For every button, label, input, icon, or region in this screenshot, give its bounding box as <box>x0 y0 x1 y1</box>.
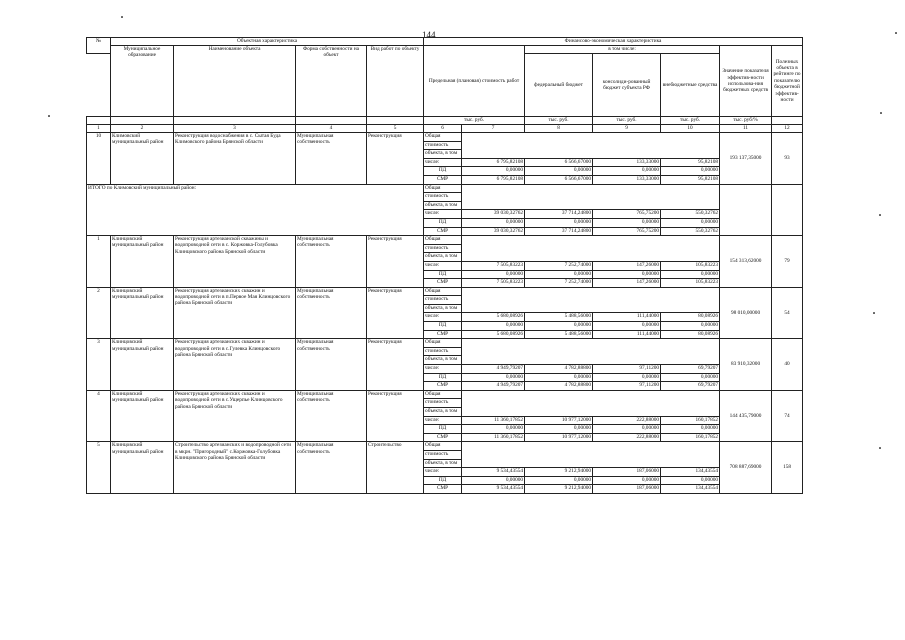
table-row <box>87 390 803 399</box>
total-value: 37 714,24800 <box>525 210 593 219</box>
smr-value: 147,26000 <box>593 279 661 288</box>
pd-value: 0,00000 <box>661 476 720 485</box>
smr-value: 9 212,94000 <box>525 485 593 494</box>
smr-value: 5 488,56000 <box>525 330 593 339</box>
total-value: 147,26000 <box>593 261 661 270</box>
total-value: 187,06000 <box>593 468 661 477</box>
total-cost-label: объекта, в том <box>424 150 462 159</box>
total-value: 39 030,32762 <box>462 210 525 219</box>
efficiency-value: 83 910,32000 <box>720 339 772 391</box>
total-cost-label: стоимость <box>424 450 462 459</box>
total-value: 6 795,82108 <box>462 158 525 167</box>
col-object-name: Наименование объекта <box>174 46 296 117</box>
smr-value: 134,43554 <box>661 485 720 494</box>
smr-value: 10 977,12000 <box>525 433 593 442</box>
rank-value: 93 <box>772 133 803 185</box>
pd-value: 0,00000 <box>525 373 593 382</box>
pd-label: ПД <box>424 425 462 434</box>
blank-cell <box>462 150 720 159</box>
total-cost-label: Общая <box>424 133 462 142</box>
pd-value: 0,00000 <box>593 425 661 434</box>
pd-value: 0,00000 <box>462 218 525 227</box>
finance-group-heading: Финансово-экономическая характеристика <box>424 38 803 46</box>
pd-value: 0,00000 <box>525 476 593 485</box>
unit-federal: тыс. руб. <box>525 117 593 125</box>
blank-cell <box>462 296 720 305</box>
smr-label: СМР <box>424 279 462 288</box>
pd-label: ПД <box>424 373 462 382</box>
smr-value: 37 714,24800 <box>525 227 593 236</box>
ownership-form: Муниципальная собственность <box>296 236 367 288</box>
page-number: 144 <box>422 30 436 40</box>
smr-value: 4 782,88800 <box>525 382 593 391</box>
total-value: 5 488,56000 <box>525 313 593 322</box>
blank-cell <box>462 408 720 417</box>
col-index: 6 <box>424 125 462 133</box>
total-cost-label: объекта, в том <box>424 253 462 262</box>
total-value: 11 360,17852 <box>462 416 525 425</box>
col-no: № <box>87 38 111 54</box>
work-type: Реконструкция <box>367 287 424 339</box>
total-value: 9 534,43554 <box>462 468 525 477</box>
object-name: Строительство артезианских и водопроводной сети в мкрн. "Пригородный" с.Коржовка-Голубовка Клинцовского района Брянской области <box>174 442 296 494</box>
pd-value: 0,00000 <box>661 373 720 382</box>
table-row <box>87 339 803 348</box>
row-number: 10 <box>87 133 111 185</box>
incl-heading: в том числе: <box>525 46 720 54</box>
smr-value: 765,75200 <box>593 227 661 236</box>
total-cost-label: объекта, в том <box>424 356 462 365</box>
smr-label: СМР <box>424 433 462 442</box>
col-efficiency: Значение показателя эффектив-ности использова-ния бюджетных средств <box>720 46 772 117</box>
col-index: 11 <box>720 125 772 133</box>
smr-value: 7 252,74000 <box>525 279 593 288</box>
col-offbudget: внебюджетные средства <box>661 54 720 117</box>
smr-value: 187,06000 <box>593 485 661 494</box>
pd-value: 0,00000 <box>525 270 593 279</box>
pd-value: 0,00000 <box>462 476 525 485</box>
row-number: 5 <box>87 442 111 494</box>
municipality-name: Клинцовский муниципальный район <box>111 339 174 391</box>
col-index: 2 <box>111 125 174 133</box>
pd-value: 0,00000 <box>525 218 593 227</box>
unit-consolidated: тыс. руб. <box>593 117 661 125</box>
blank-cell <box>462 390 720 399</box>
work-type: Реконструкция <box>367 236 424 288</box>
col-index: 9 <box>593 125 661 133</box>
col-index: 3 <box>174 125 296 133</box>
total-value: 4 782,88800 <box>525 365 593 374</box>
total-cost-label: числе: <box>424 313 462 322</box>
pd-label: ПД <box>424 322 462 331</box>
ownership-form: Муниципальная собственность <box>296 339 367 391</box>
row-number: 1 <box>87 236 111 288</box>
total-value: 222,88000 <box>593 416 661 425</box>
total-value: 550,32762 <box>661 210 720 219</box>
efficiency-value <box>720 184 772 236</box>
total-value: 765,75200 <box>593 210 661 219</box>
pd-value: 0,00000 <box>661 322 720 331</box>
pd-value: 0,00000 <box>525 167 593 176</box>
total-value: 160,17852 <box>661 416 720 425</box>
total-cost-label: Общая <box>424 184 462 193</box>
ownership-form: Муниципальная собственность <box>296 390 367 442</box>
rank-value: 74 <box>772 390 803 442</box>
table-row <box>87 133 803 142</box>
district-total-label: ИТОГО по Климовский муниципальный район: <box>87 184 424 236</box>
pd-value: 0,00000 <box>525 322 593 331</box>
blank-cell <box>462 244 720 253</box>
work-type: Реконструкция <box>367 133 424 185</box>
unit-efficiency: тыс. руб/% <box>720 117 772 125</box>
smr-label: СМР <box>424 382 462 391</box>
pd-value: 0,00000 <box>593 476 661 485</box>
blank-cell <box>462 236 720 245</box>
smr-value: 4 949,79207 <box>462 382 525 391</box>
smr-value: 7 505,83223 <box>462 279 525 288</box>
blank-cell <box>462 399 720 408</box>
blank-cell <box>462 133 720 142</box>
blank-cell <box>462 347 720 356</box>
smr-value: 95,82108 <box>661 175 720 184</box>
total-cost-label: Общая <box>424 287 462 296</box>
smr-value: 105,83223 <box>661 279 720 288</box>
smr-value: 11 360,17852 <box>462 433 525 442</box>
col-index: 1 <box>87 125 111 133</box>
col-cost: Предельная (плановая) стоимость работ <box>424 46 525 117</box>
municipality-name: Клинцовский муниципальный район <box>111 287 174 339</box>
municipality-name: Клинцовский муниципальный район <box>111 390 174 442</box>
pd-value: 0,00000 <box>661 425 720 434</box>
blank-cell <box>462 450 720 459</box>
total-value: 9 212,94000 <box>525 468 593 477</box>
pd-value: 0,00000 <box>661 270 720 279</box>
total-value: 80,08926 <box>661 313 720 322</box>
row-number: 4 <box>87 390 111 442</box>
table-body <box>87 133 803 494</box>
pd-value: 0,00000 <box>661 167 720 176</box>
rank-value: 79 <box>772 236 803 288</box>
smr-value: 9 534,43554 <box>462 485 525 494</box>
smr-value: 160,17852 <box>661 433 720 442</box>
smr-value: 222,88000 <box>593 433 661 442</box>
pd-value: 0,00000 <box>525 425 593 434</box>
pd-value: 0,00000 <box>661 218 720 227</box>
ownership-form: Муниципальная собственность <box>296 287 367 339</box>
total-value: 111,44000 <box>593 313 661 322</box>
total-cost-label: числе: <box>424 468 462 477</box>
municipality-name: Клинцовский муниципальный район <box>111 442 174 494</box>
blank-cell <box>462 184 720 193</box>
ownership-form: Муниципальная собственность <box>296 442 367 494</box>
pd-value: 0,00000 <box>462 167 525 176</box>
total-cost-label: стоимость <box>424 296 462 305</box>
efficiency-value: 708 887,69000 <box>720 442 772 494</box>
col-index: 7 <box>462 125 525 133</box>
total-cost-label: числе: <box>424 416 462 425</box>
total-cost-label: Общая <box>424 442 462 451</box>
smr-value: 550,32762 <box>661 227 720 236</box>
table-header <box>87 38 803 133</box>
row-number: 3 <box>87 339 111 391</box>
total-cost-label: числе: <box>424 261 462 270</box>
object-name: Реконструкция артезианских скважин и водопроводной сети в с.Гулевка Клинцовского района Брянской области <box>174 339 296 391</box>
table-row <box>87 442 803 451</box>
col-index: 12 <box>772 125 803 133</box>
col-index: 8 <box>525 125 593 133</box>
object-name: Реконструкция водоснабжения в с. Сытая Буда Климовского района Брянской области <box>174 133 296 185</box>
smr-value: 6 566,67000 <box>525 175 593 184</box>
work-type: Реконструкция <box>367 339 424 391</box>
smr-value: 97,11200 <box>593 382 661 391</box>
objects-group-heading: Объектная характеристика <box>111 38 424 46</box>
col-index: 10 <box>661 125 720 133</box>
total-value: 105,83223 <box>661 261 720 270</box>
pd-value: 0,00000 <box>462 425 525 434</box>
municipality-name: Клинцовский муниципальный район <box>111 236 174 288</box>
blank-cell <box>462 304 720 313</box>
total-cost-label: стоимость <box>424 399 462 408</box>
pd-label: ПД <box>424 476 462 485</box>
pd-value: 0,00000 <box>462 270 525 279</box>
total-value: 7 252,74000 <box>525 261 593 270</box>
object-name: Реконструкция артезианской скважины и водопроводной сети в с. Коржовка-Голубовка Клинцовского района Брянской области <box>174 236 296 288</box>
ownership-form: Муниципальная собственность <box>296 133 367 185</box>
pd-value: 0,00000 <box>593 270 661 279</box>
unit-cost: тыс. руб. <box>424 117 525 125</box>
col-work-type: Вид работ по объекту <box>367 46 424 117</box>
efficiency-value: 154 313,62000 <box>720 236 772 288</box>
col-rank: Полезных объекта в рейтинге по показателю бюджетной эффектив-ности <box>772 46 803 117</box>
work-type: Строительство <box>367 442 424 494</box>
total-cost-label: стоимость <box>424 244 462 253</box>
object-name: Реконструкция артезианских скважин и водопроводной сети в с.Ущерпье Клинцовского района Брянской области <box>174 390 296 442</box>
smr-value: 6 795,82108 <box>462 175 525 184</box>
total-value: 69,79207 <box>661 365 720 374</box>
total-cost-label: стоимость <box>424 347 462 356</box>
total-cost-label: объекта, в том <box>424 408 462 417</box>
col-ownership: Форма собственности на объект <box>296 46 367 117</box>
blank-cell <box>462 356 720 365</box>
total-cost-label: стоимость <box>424 141 462 150</box>
smr-label: СМР <box>424 330 462 339</box>
pd-label: ПД <box>424 218 462 227</box>
smr-value: 39 030,32762 <box>462 227 525 236</box>
rank-value <box>772 184 803 236</box>
efficiency-value: 193 137,35000 <box>720 133 772 185</box>
rank-value: 40 <box>772 339 803 391</box>
table-row <box>87 287 803 296</box>
rank-value: 158 <box>772 442 803 494</box>
total-value: 5 680,08926 <box>462 313 525 322</box>
blank-cell <box>462 339 720 348</box>
total-value: 133,33000 <box>593 158 661 167</box>
col-municipality: Муниципальное образование <box>111 46 174 117</box>
total-value: 6 566,67000 <box>525 158 593 167</box>
total-value: 7 505,83223 <box>462 261 525 270</box>
blank-cell <box>462 201 720 210</box>
total-cost-label: Общая <box>424 236 462 245</box>
row-number: 2 <box>87 287 111 339</box>
pd-label: ПД <box>424 167 462 176</box>
pd-value: 0,00000 <box>462 373 525 382</box>
total-cost-label: Общая <box>424 390 462 399</box>
total-cost-label: Общая <box>424 339 462 348</box>
smr-value: 111,44000 <box>593 330 661 339</box>
blank-cell <box>462 253 720 262</box>
rank-value: 54 <box>772 287 803 339</box>
pd-value: 0,00000 <box>593 373 661 382</box>
total-cost-label: числе: <box>424 210 462 219</box>
smr-value: 5 680,08926 <box>462 330 525 339</box>
smr-value: 80,08926 <box>661 330 720 339</box>
blank-cell <box>462 141 720 150</box>
total-cost-label: объекта, в том <box>424 201 462 210</box>
total-value: 134,43554 <box>661 468 720 477</box>
blank-cell <box>462 442 720 451</box>
total-cost-label: числе: <box>424 365 462 374</box>
total-cost-label: объекта, в том <box>424 459 462 468</box>
investment-table <box>86 37 803 494</box>
pd-value: 0,00000 <box>593 322 661 331</box>
object-name: Реконструкция артезианских скважин и водопроводной сети в п.Первое Мая Клинцовского района Брянской области <box>174 287 296 339</box>
unit-offbudget: тыс. руб. <box>661 117 720 125</box>
efficiency-value: 144 435,79000 <box>720 390 772 442</box>
smr-label: СМР <box>424 485 462 494</box>
total-row <box>87 184 803 193</box>
pd-label: ПД <box>424 270 462 279</box>
blank-cell <box>462 287 720 296</box>
pd-value: 0,00000 <box>593 167 661 176</box>
blank-cell <box>462 193 720 202</box>
pd-value: 0,00000 <box>593 218 661 227</box>
smr-label: СМР <box>424 227 462 236</box>
total-value: 4 949,79207 <box>462 365 525 374</box>
efficiency-value: 98 010,00000 <box>720 287 772 339</box>
total-value: 95,82108 <box>661 158 720 167</box>
smr-value: 69,79207 <box>661 382 720 391</box>
col-federal: федеральный бюджет <box>525 54 593 117</box>
total-cost-label: стоимость <box>424 193 462 202</box>
municipality-name: Климовский муниципальный район <box>111 133 174 185</box>
col-index: 5 <box>367 125 424 133</box>
col-consolidated: консолиди-рованный бюджет субъекта РФ <box>593 54 661 117</box>
total-cost-label: объекта, в том <box>424 304 462 313</box>
table-row <box>87 236 803 245</box>
col-index: 4 <box>296 125 367 133</box>
smr-label: СМР <box>424 175 462 184</box>
smr-value: 133,33000 <box>593 175 661 184</box>
work-type: Реконструкция <box>367 390 424 442</box>
total-value: 97,11200 <box>593 365 661 374</box>
blank-cell <box>462 459 720 468</box>
total-cost-label: числе: <box>424 158 462 167</box>
pd-value: 0,00000 <box>462 322 525 331</box>
total-value: 10 977,12000 <box>525 416 593 425</box>
